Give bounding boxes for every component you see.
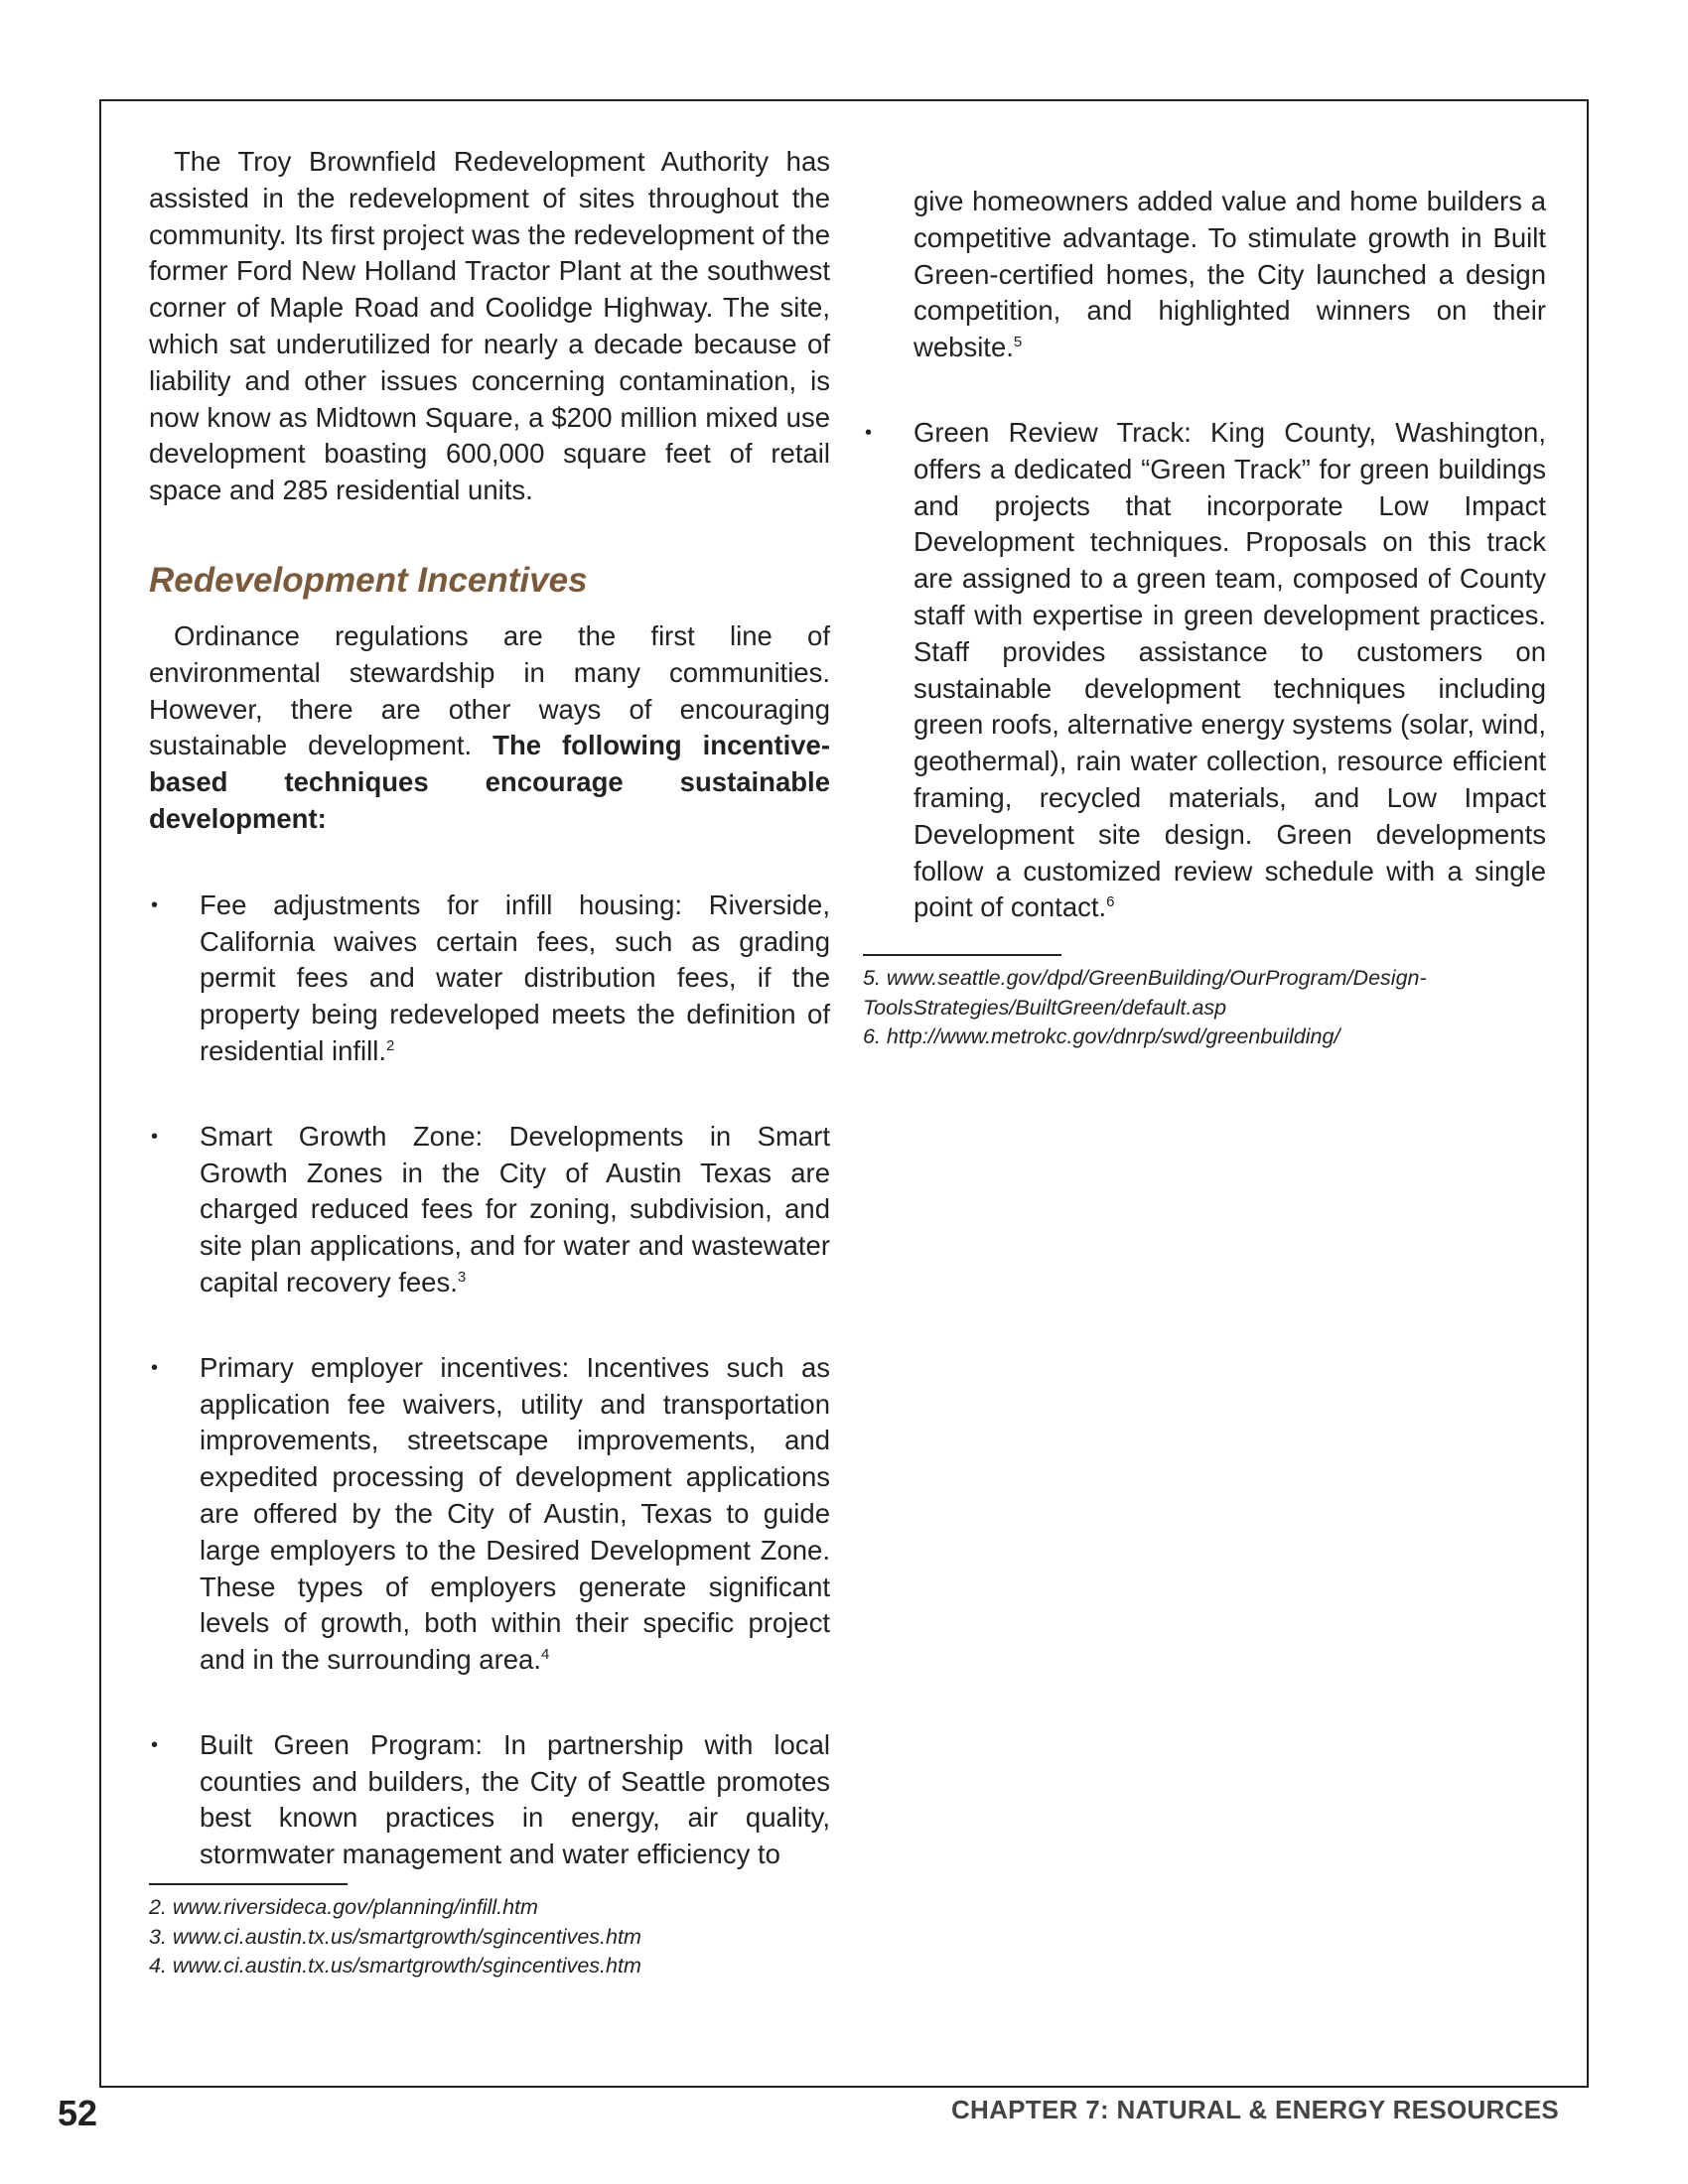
- intro-paragraph: The Troy Brownfield Redevelopment Authority has assisted in the redevelopment of sites throughout the community. Its first project was the redevelopment of the former Ford New Holland Tractor Plant at the southwest corner of Maple Road and Coolidge Highway. The site, which sat underutilized for nearly a decade because of liability and other issues concerning contamination, is now know as Midtown Square, a $200 million mixed use development boasting 600,000 square feet of retail space and 285 residential units.: [149, 146, 830, 506]
- footnotes-right: [863, 964, 1546, 1052]
- footnote-4: 4. www.ci.austin.tx.us/smartgrowth/sgincentives.htm: [149, 1954, 641, 1979]
- green-review-list: [863, 415, 1546, 926]
- ordinance-bold-text: The following incentive-based techniques encourage sustainable development:: [149, 730, 830, 834]
- list-item: [863, 415, 1546, 926]
- list-item-text: Smart Growth Zone: Developments in Smart Growth Zones in the City of Austin Texas are charged reduced fees for zoning, subdivision, and site plan applications, and for water and wastewater capital recovery fees.: [200, 1120, 830, 1297]
- bullet-marker: •: [865, 421, 873, 444]
- footnote-3: 3. www.ci.austin.tx.us/smartgrowth/sgincentives.htm: [149, 1924, 641, 1949]
- footnote-2: 2. www.riversideca.gov/planning/infill.htm: [149, 1895, 538, 1920]
- right-column: [863, 184, 1546, 1052]
- bullet-marker: •: [151, 893, 159, 916]
- footnote-ref: 5: [1013, 334, 1023, 351]
- ordinance-paragraph: [149, 618, 830, 838]
- list-item: [149, 1727, 830, 1873]
- footnote-ref: 3: [457, 1268, 467, 1286]
- list-item: [149, 887, 830, 1070]
- list-item: [149, 1350, 830, 1679]
- section-heading: Redevelopment Incentives: [149, 560, 588, 600]
- list-item-text: Built Green Program: In partnership with local counties and builders, the City of Seattle promotes best known practices in energy, air quality, stormwater management and water efficiency to: [200, 1728, 830, 1870]
- list-item: [149, 1119, 830, 1301]
- ordinance-text: Ordinance regulations are the first line of environmental stewardship in many communities. However, there are other ways of encouraging sustainable development.: [149, 619, 830, 761]
- bullet-marker: •: [151, 1356, 159, 1379]
- list-item-text: Fee adjustments for infill housing: Riverside, California waives certain fees, such as grading permit fees and water distribution fees, if the property being redeveloped meets the definition of residential infill.: [200, 888, 830, 1066]
- footnote-ref: 2: [386, 1036, 395, 1054]
- footnote-5: 5. www.seattle.gov/dpd/GreenBuilding/OurProgram/Design-: [863, 966, 1427, 991]
- footnotes-left: [149, 1893, 830, 1981]
- bullet-marker: •: [151, 1733, 159, 1756]
- footnote-5-continued: ToolsStrategies/BuiltGreen/default.asp: [863, 995, 1227, 1020]
- continuation-paragraph: [914, 184, 1546, 366]
- bullet-marker: •: [151, 1125, 159, 1148]
- footnote-6: 6. http://www.metrokc.gov/dnrp/swd/greenbuilding/: [863, 1024, 1340, 1049]
- list-item-text: Green Review Track: King County, Washington, offers a dedicated “Green Track” for green buildings and projects that incorporate Low Impact Development techniques. Proposals on this track are assigned to a green team, composed of County staff with expertise in green development practices. Staff provides assistance to customers on sustainable development techniques including green roofs, alternative energy systems (solar, wind, geothermal), rain water collection, resource efficient framing, recycled materials, and Low Impact Development site design. Green developments follow a customized review schedule with a single point of contact.: [914, 416, 1546, 923]
- footnote-divider: [149, 1883, 348, 1885]
- incentive-list: [149, 887, 830, 1873]
- page-number: 52: [58, 2093, 98, 2133]
- footnote-ref: 4: [541, 1646, 550, 1664]
- list-item-text: Primary employer incentives: Incentives such as application fee waivers, utility and transportation improvements, streetscape improvements, and expedited processing of development applications are offered by the City of Austin, Texas to guide large employers to the Desired Development Zone. These types of employers generate significant levels of growth, both within their specific project and in the surrounding area.: [200, 1351, 830, 1676]
- left-column: [149, 144, 830, 1981]
- footnote-divider: [863, 954, 1061, 956]
- chapter-title: CHAPTER 7: NATURAL & ENERGY RESOURCES: [950, 2095, 1559, 2124]
- continuation-text: give homeowners added value and home builders a competitive advantage. To stimulate growth in Built Green-certified homes, the City launched a design competition, and highlighted winners on their website.: [914, 186, 1546, 363]
- footnote-ref: 6: [1106, 893, 1115, 911]
